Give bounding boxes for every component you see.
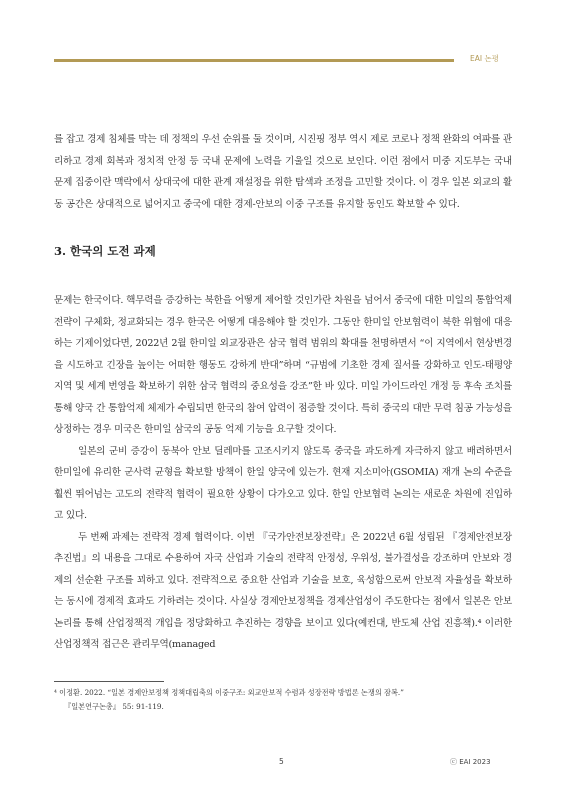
footnote-line-2: 『일본연구논총』 55: 91-119. [64, 702, 164, 711]
paragraph-1-text: 를 잡고 경제 침체를 막는 데 정책의 우선 순위를 둘 것이며, 시진핑 정부 역시 제로 코로나 정책 완화의 여파를 관리하고 경제 회복과 정치적 안정 등 국내 문제에 노력을 기울일 것으로 보인다. 이런 점에서 미중 지도부는 국내 문제 집중이란 맥락에서 상대국에 대한 관계 재설정을 위한 탐색과 조정을 고민할 것이다. 이 경우 일본 외교의 활동 공간은 상대적으로 넓어지고 중국에 대한 경제-안보의 이중 구조를 유지할 동인도 확보할 수 있다. [54, 134, 512, 210]
paragraph-2: 문제는 한국이다. 핵무력을 증강하는 북한을 어떻게 제어할 것인가란 차원을 넘어서 중국에 대한 미일의 통합억제 전략이 구체화, 정교화되는 경우 한국은 어떻게 대응해야 할 것인가. 그동안 한미일 안보협력이 북한 위협에 대응하는 기제이었다면, 2022년 2월 한미일 외교장관은 삼국 협력 범위의 확대를 천명하면서 “이 지역에서 현상변경을 시도하고 긴장을 높이는 어떠한 행동도 강하게 반대”하며 “규범에 기초한 경제 질서를 강화하고 인도-태평양 지역 및 세계 번영을 확보하기 위한 삼국 협력의 중요성을 강조”한 바 있다. 미일 가이드라인 개정 등 후속 조치를 통해 양국 간 통합억제 체제가 수립되면 한국의 참여 압력이 점증할 것이다. 특히 중국의 대만 무력 침공 가능성을 상정하는 경우 미국은 한미일 삼국의 공동 억제 기능을 요구할 것이다. [54, 295, 512, 435]
paragraph-4: 두 번째 과제는 전략적 경제 협력이다. 이번 『국가안전보장전략』은 2022년 6월 성립된 『경제안전보장추진법』의 내용을 그대로 수용하여 자국 산업과 기술의 전략적 안정성, 우위성, 불가결성을 강조하며 안보와 경제의 선순환 구조를 꾀하고 있다. 전략적으로 중요한 산업과 기술을 보호, 육성함으로써 안보적 자율성을 확보하는 동시에 경제적 효과도 기하려는 것이다. 사실상 경제안보정책을 경제산업성이 주도한다는 점에서 일본은 안보 논리를 통해 산업정책적 개입을 정당화하고 추진하는 경향을 보이고 있다(예컨대, 반도체 산업 진흥책).⁴ 이러한 산업정책적 접근은 관리무역(managed [54, 531, 512, 650]
page-number: 5 [279, 757, 284, 766]
paragraph-1 [54, 129, 512, 215]
footnote [54, 686, 512, 714]
header-rule [54, 59, 454, 62]
copyright: ⓒ EAI 2023 [450, 758, 491, 766]
footnote-rule [54, 681, 164, 682]
section-body [54, 290, 512, 656]
footnote-line-1: ⁴ 이정환. 2022. “일본 경제안보정책 정책대립축의 이중구조: 외교안보적 수렴과 성장전략 방법론 논쟁의 잠복.” [54, 688, 404, 697]
paragraph-3: 일본의 군비 증강이 동북아 안보 딜레마를 고조시키지 않도록 중국을 과도하게 자극하지 않고 배려하면서 한미일에 유리한 군사력 균형을 확보할 방책이 한일 양국에 있는가. 현재 지소미아(GSOMIA) 재개 논의 수준을 훨씬 뛰어넘는 고도의 전략적 협력이 필요한 상황이 다가오고 있다. 한일 안보협력 논의는 새로운 차원에 진입하고 있다. [54, 445, 512, 521]
section-title: 3. 한국의 도전 과제 [54, 244, 156, 258]
header-label: EAI 논평 [470, 54, 499, 63]
